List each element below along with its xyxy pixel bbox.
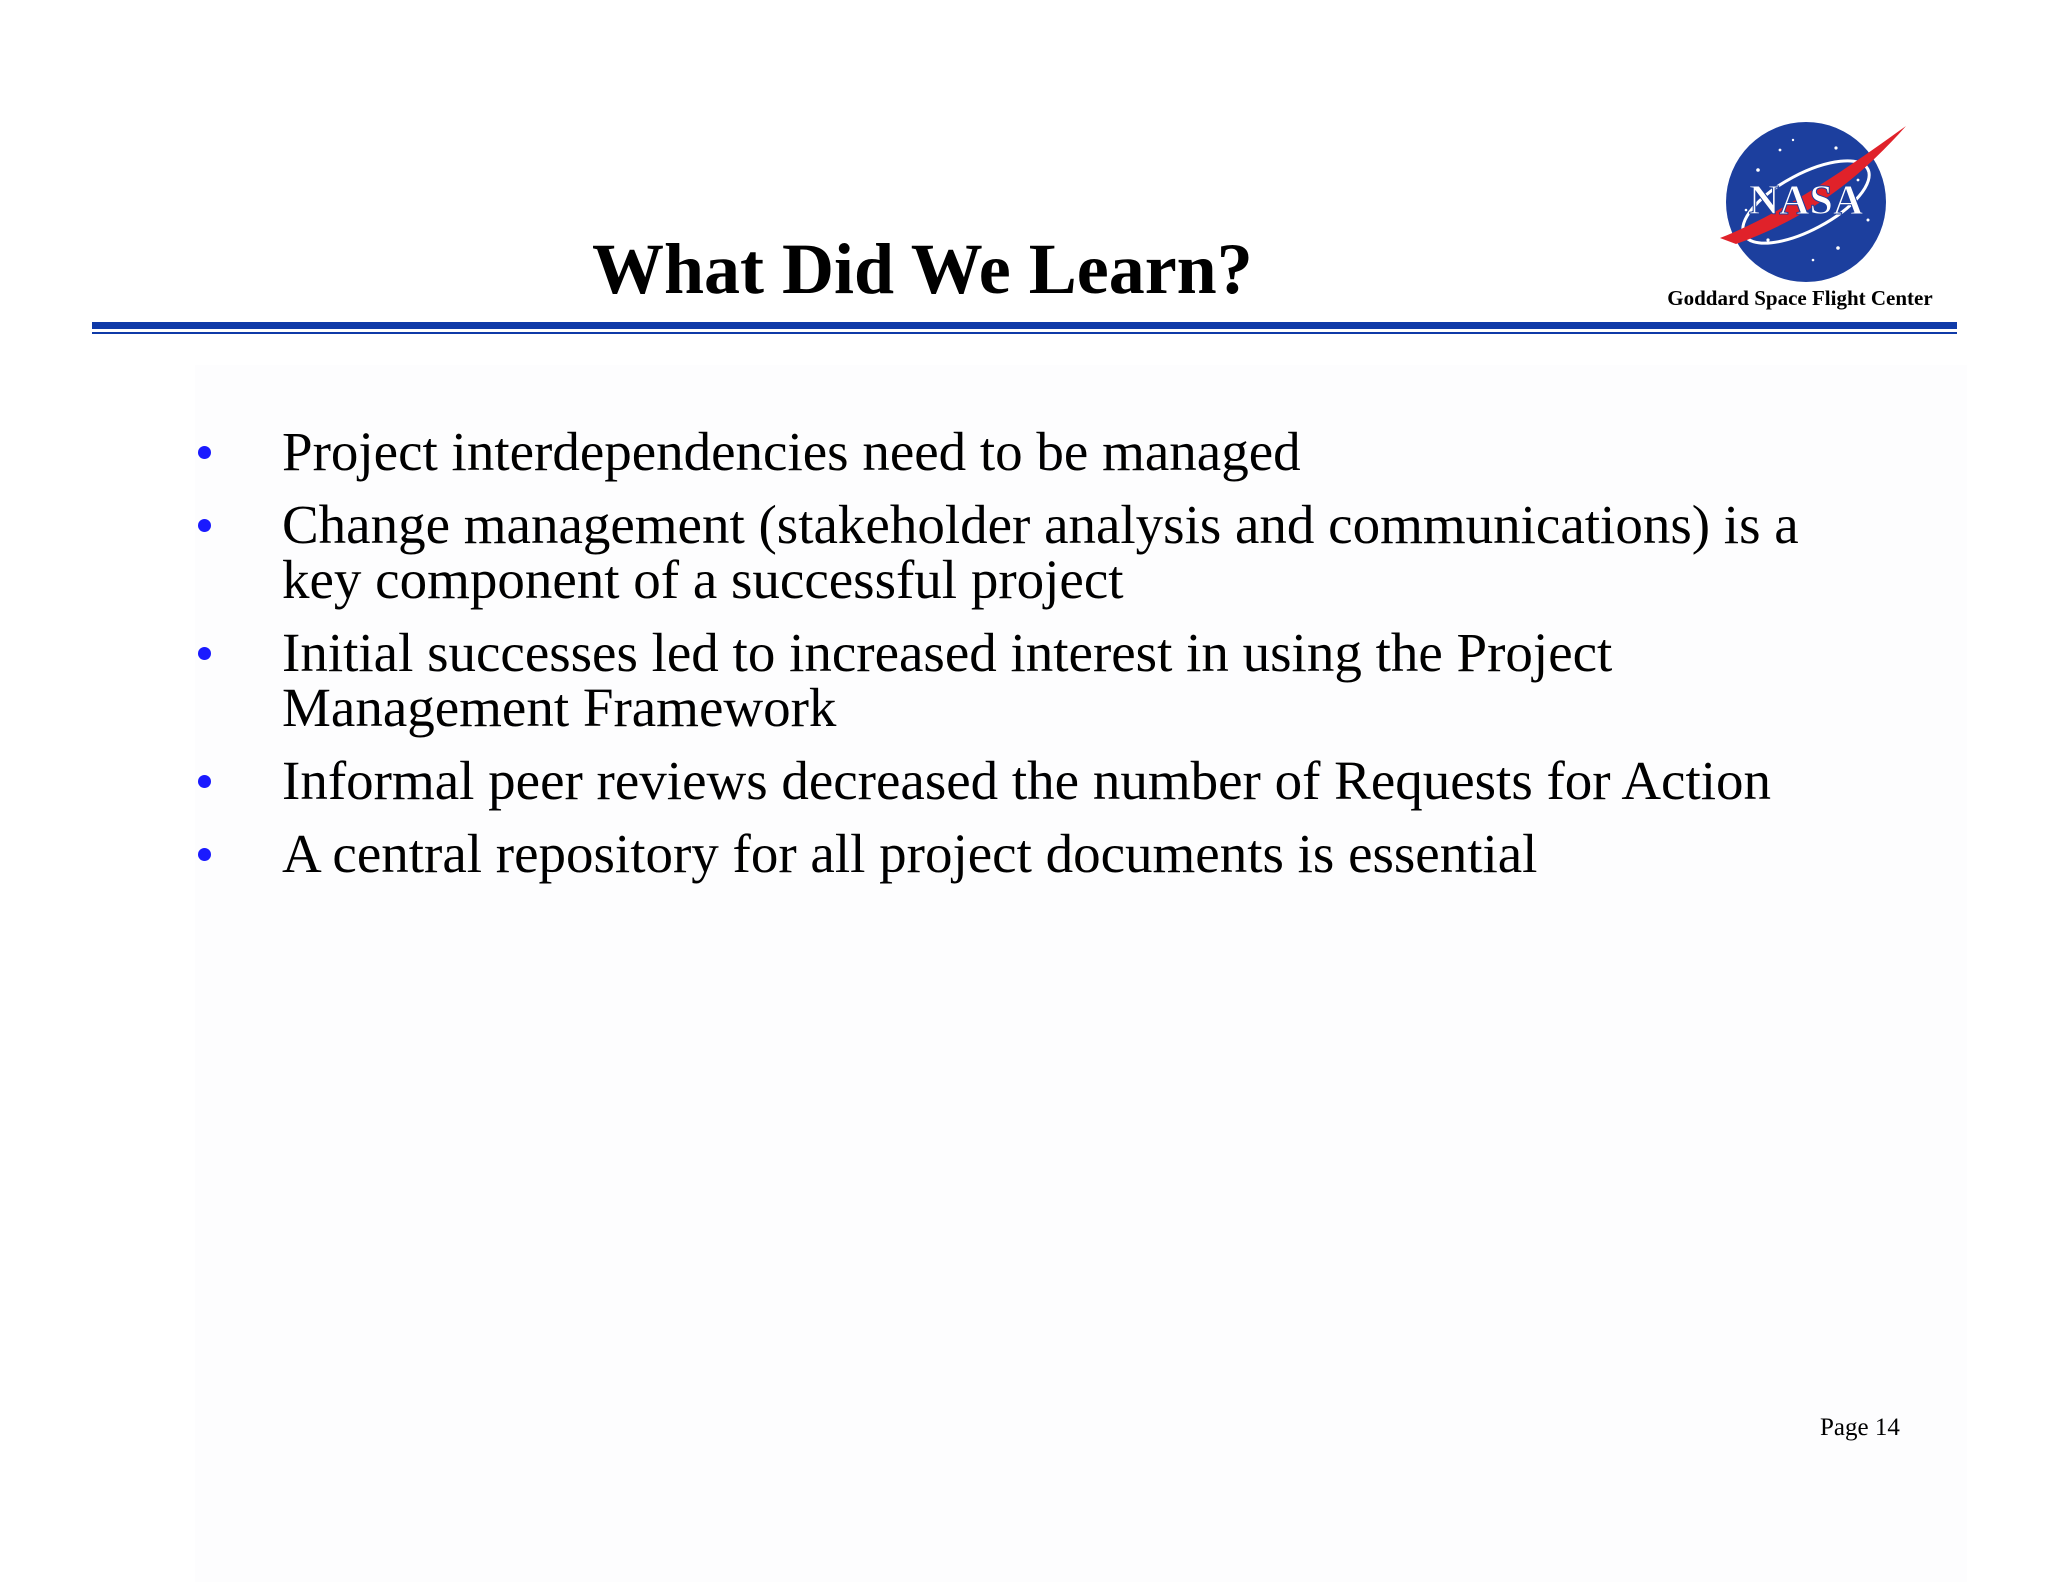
bullet-dot-icon — [198, 446, 211, 459]
slide-title: What Did We Learn? — [592, 229, 1253, 309]
bullet-item — [198, 750, 1898, 811]
header-rule-thin — [92, 332, 1957, 334]
page-number: Page 14 — [1820, 1414, 1900, 1441]
header-rule-thick — [92, 322, 1957, 329]
bullet-text-line1: Project interdependencies need to be managed — [282, 421, 1301, 482]
bullet-item — [198, 622, 1898, 738]
bullet-item — [198, 421, 1898, 482]
bullet-dot-icon — [198, 519, 211, 532]
bullet-text-line1: Change management (stakeholder analysis and communications) is a — [282, 494, 1799, 555]
nasa-logo-icon — [1718, 120, 1908, 290]
org-name: Goddard Space Flight Center — [1667, 286, 1933, 310]
bullet-dot-icon — [198, 848, 211, 861]
bullet-dot-icon — [198, 775, 211, 788]
bullet-text-line2: key component of a successful project — [282, 549, 1124, 610]
bullet-text-line2: Management Framework — [282, 677, 837, 738]
logo-wordmark: NASA — [1748, 178, 1864, 224]
bullet-text-line1: Initial successes led to increased interest in using the Project — [282, 622, 1613, 683]
bullet-dot-icon — [198, 647, 211, 660]
bullet-text-line1: A central repository for all project documents is essential — [282, 823, 1538, 884]
bullet-text-line1: Informal peer reviews decreased the number of Requests for Action — [282, 750, 1772, 811]
bullet-item — [198, 823, 1898, 884]
bullet-item — [198, 494, 1898, 610]
bullet-list — [198, 421, 1898, 899]
